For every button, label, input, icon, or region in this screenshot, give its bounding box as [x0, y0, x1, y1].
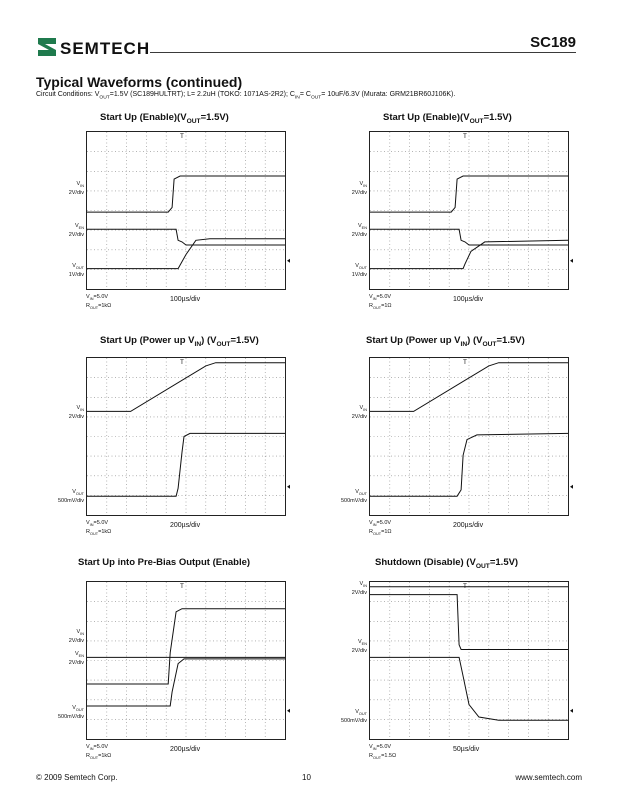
channel-label: $V_{OUT}$ 1V/div	[351, 263, 367, 278]
channel-label: $V_{IN}$ 2V/div	[68, 181, 84, 196]
channel-label: $V_{EN}$ 2V/div	[68, 223, 84, 238]
test-conditions: $V_{IN}=5.0V$ $R_{OUT}=1\Omega$	[369, 520, 392, 537]
oscilloscope-screen	[369, 131, 569, 290]
oscilloscope-screen	[86, 357, 286, 516]
channel-label: $V_{EN}$ 2V/div	[68, 651, 84, 666]
panel-title: Start Up $(Enable)(V_{OUT}=1.5V)$	[100, 112, 229, 125]
trigger-marker: T	[463, 584, 467, 590]
trigger-marker: T	[463, 134, 467, 140]
test-conditions: $V_{IN}=5.0V$ $R_{OUT}=1k\Omega$	[86, 520, 112, 537]
channel-label: $V_{EN}$ 2V/div	[351, 223, 367, 238]
channel-label: $V_{IN}$ 2V/div	[68, 629, 84, 644]
header-rule	[150, 52, 576, 53]
channel-label: $V_{OUT}$ 500mV/div	[58, 705, 84, 720]
test-conditions: $V_{IN}=5.0V$ $R_{OUT}=1\Omega$	[369, 294, 392, 311]
channel-label: $V_{IN}$ 2V/div	[351, 581, 367, 596]
timebase-label: 50µs/div	[453, 746, 480, 753]
waveform-trace	[87, 239, 285, 269]
section-title: Typical Waveforms (continued)	[36, 74, 243, 90]
timebase-label: 100µs/div	[170, 296, 201, 303]
footer-page-number: 10	[302, 773, 311, 782]
trigger-marker: T	[180, 360, 184, 366]
panel-title: Start Up (Power up $V_{IN}$) $(V_{OUT}=1.5V)$	[366, 335, 525, 348]
semtech-logo-icon	[36, 36, 58, 58]
waveform-plot	[370, 582, 568, 739]
waveform-plot	[87, 358, 285, 515]
brand-name: SEMTECH	[60, 39, 151, 58]
trigger-level-icon	[287, 709, 290, 713]
semtech-logo	[36, 36, 186, 62]
trigger-level-icon	[570, 259, 573, 263]
panel-title: Start Up $(Enable)(V_{OUT}=1.5V)$	[383, 112, 512, 125]
trigger-marker: T	[463, 360, 467, 366]
channel-label: $V_{OUT}$ 500mV/div	[341, 709, 367, 724]
part-number: SC189	[530, 34, 576, 51]
waveform-trace	[87, 659, 285, 706]
channel-label: $V_{IN}$ 2V/div	[351, 181, 367, 196]
oscilloscope-screen	[86, 581, 286, 740]
waveform-plot	[87, 582, 285, 739]
trigger-marker: T	[180, 134, 184, 140]
channel-label: $V_{IN}$ 2V/div	[351, 405, 367, 420]
oscilloscope-screen	[369, 581, 569, 740]
footer-website: www.semtech.com	[515, 773, 582, 782]
test-conditions: $V_{IN}=5.0V$ $R_{OUT}=1.5\Omega$	[369, 744, 397, 761]
channel-label: $V_{OUT}$ 500mV/div	[341, 489, 367, 504]
oscilloscope-screen	[369, 357, 569, 516]
panel-title: Shutdown (Disable) $(V_{OUT}=1.5V)$	[375, 557, 519, 570]
trigger-level-icon	[287, 485, 290, 489]
circuit-conditions: Circuit Conditions: $V_{OUT}=1.5V$ (SC189HULTRT); L= 2.2uH (TOKO: 1071AS-2R2); $C_{IN}= C_{OUT}= 10uF/6.3V$ (Murata: GRM21BR60J106K).	[36, 91, 456, 101]
timebase-label: 200µs/div	[170, 522, 201, 529]
waveform-plot	[370, 358, 568, 515]
channel-label: $V_{IN}$ 2V/div	[68, 405, 84, 420]
channel-label: $V_{OUT}$ 1V/div	[68, 263, 84, 278]
timebase-label: 100µs/div	[453, 296, 484, 303]
panel-title: Start Up into Pre-Bias Output (Enable)	[78, 557, 251, 568]
channel-label: $V_{OUT}$ 500mV/div	[58, 489, 84, 504]
footer-copyright: © 2009 Semtech Corp.	[36, 773, 118, 782]
channel-label: $V_{EN}$ 2V/div	[351, 639, 367, 654]
timebase-label: 200µs/div	[170, 746, 201, 753]
waveform-trace	[87, 609, 285, 684]
oscilloscope-screen	[86, 131, 286, 290]
trigger-marker: T	[180, 584, 184, 590]
test-conditions: $V_{IN}=5.0V$ $R_{OUT}=1k\Omega$	[86, 744, 112, 761]
waveform-trace	[370, 595, 568, 650]
trigger-level-icon	[570, 485, 573, 489]
waveform-plot	[370, 132, 568, 289]
trigger-level-icon	[287, 259, 290, 263]
trigger-level-icon	[570, 709, 573, 713]
panel-title: Start Up (Power up $V_{IN}$) $(V_{OUT}=1.5V)$	[100, 335, 259, 348]
waveform-plot	[87, 132, 285, 289]
timebase-label: 200µs/div	[453, 522, 484, 529]
test-conditions: $V_{IN}=5.0V$ $R_{OUT}=1k\Omega$	[86, 294, 112, 311]
